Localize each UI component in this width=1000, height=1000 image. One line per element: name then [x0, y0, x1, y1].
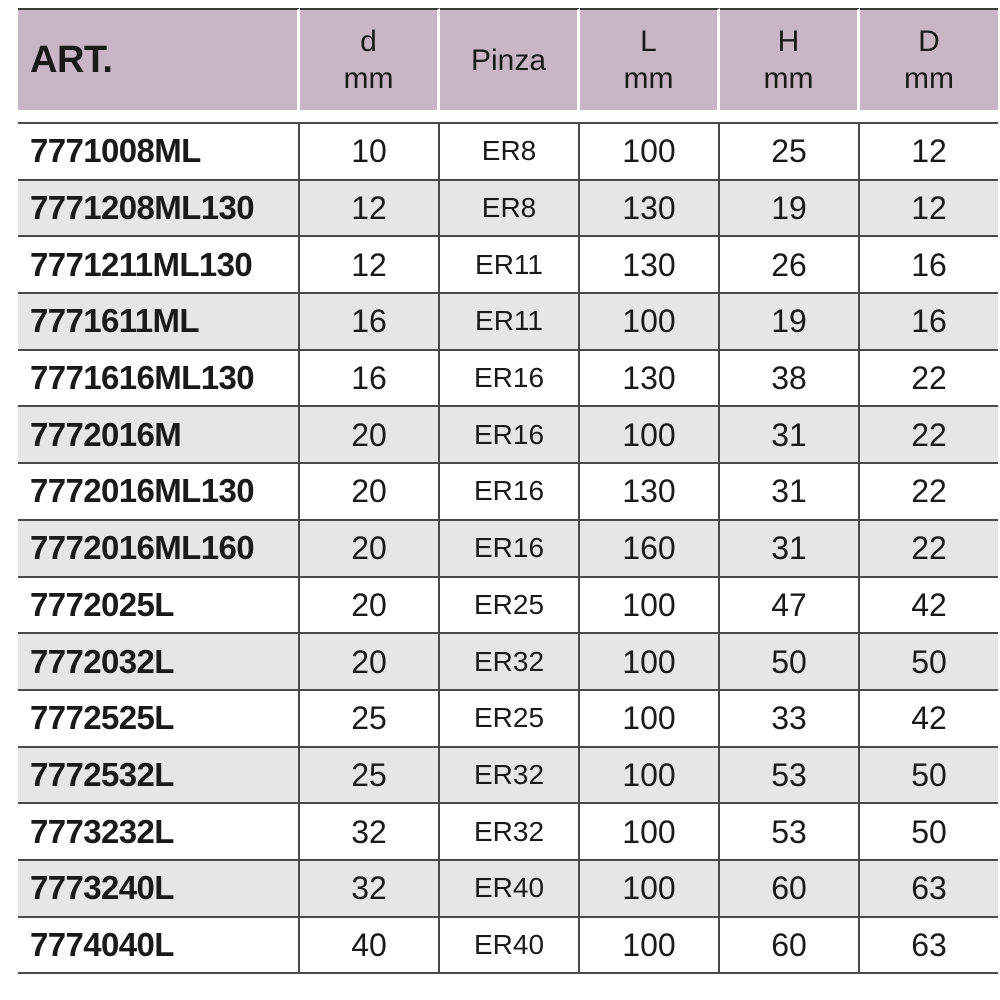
cell-pinza: ER16 [440, 521, 580, 578]
table-body [18, 124, 998, 974]
spacer-row [18, 110, 998, 124]
cell-art: 7774040L [18, 918, 300, 975]
cell-art: 7773240L [18, 861, 300, 918]
cell-d: 20 [300, 634, 440, 691]
cell-art: 7771211ML130 [18, 237, 300, 294]
cell-dd: 63 [860, 861, 998, 918]
cell-pinza: ER40 [440, 918, 580, 975]
cell-art: 7772016ML160 [18, 521, 300, 578]
cell-d: 20 [300, 407, 440, 464]
header-spacer [18, 110, 998, 124]
cell-d: 16 [300, 294, 440, 351]
cell-h: 60 [720, 918, 860, 975]
header-l-label: L [640, 25, 657, 58]
header-dd-label: D [918, 25, 940, 58]
header-art [18, 8, 300, 110]
cell-art: 7771611ML [18, 294, 300, 351]
cell-art: 7771616ML130 [18, 351, 300, 408]
table-row [18, 351, 998, 408]
cell-art: 7772016M [18, 407, 300, 464]
cell-h: 19 [720, 294, 860, 351]
cell-pinza: ER8 [440, 181, 580, 238]
cell-d: 40 [300, 918, 440, 975]
header-dd [860, 8, 998, 110]
cell-h: 19 [720, 181, 860, 238]
cell-art: 7772525L [18, 691, 300, 748]
cell-l: 130 [580, 464, 720, 521]
cell-dd: 22 [860, 407, 998, 464]
table-row [18, 918, 998, 975]
header-d-label: d [360, 25, 377, 58]
header-d [300, 8, 440, 110]
cell-d: 20 [300, 578, 440, 635]
table-row [18, 521, 998, 578]
cell-pinza: ER8 [440, 124, 580, 181]
cell-l: 100 [580, 691, 720, 748]
product-spec-table [18, 8, 998, 974]
table-row [18, 464, 998, 521]
header-l-unit: mm [623, 62, 674, 95]
header-pinza [440, 8, 580, 110]
cell-art: 7772016ML130 [18, 464, 300, 521]
cell-h: 53 [720, 748, 860, 805]
cell-art: 7772025L [18, 578, 300, 635]
cell-pinza: ER11 [440, 294, 580, 351]
cell-h: 31 [720, 464, 860, 521]
cell-h: 38 [720, 351, 860, 408]
table-row [18, 748, 998, 805]
table-row [18, 407, 998, 464]
cell-d: 25 [300, 748, 440, 805]
cell-art: 7773232L [18, 804, 300, 861]
cell-dd: 16 [860, 237, 998, 294]
cell-l: 100 [580, 294, 720, 351]
cell-dd: 42 [860, 691, 998, 748]
cell-l: 100 [580, 124, 720, 181]
cell-dd: 12 [860, 124, 998, 181]
cell-h: 25 [720, 124, 860, 181]
table-row [18, 181, 998, 238]
cell-dd: 12 [860, 181, 998, 238]
cell-pinza: ER16 [440, 464, 580, 521]
table-row [18, 804, 998, 861]
cell-h: 31 [720, 407, 860, 464]
cell-l: 160 [580, 521, 720, 578]
header-l [580, 8, 720, 110]
cell-pinza: ER32 [440, 804, 580, 861]
cell-d: 16 [300, 351, 440, 408]
cell-l: 130 [580, 181, 720, 238]
cell-l: 100 [580, 634, 720, 691]
cell-h: 47 [720, 578, 860, 635]
cell-pinza: ER40 [440, 861, 580, 918]
table-row [18, 861, 998, 918]
cell-d: 12 [300, 237, 440, 294]
spacer-cell [18, 110, 300, 124]
cell-dd: 50 [860, 748, 998, 805]
header-d-unit: mm [343, 62, 394, 95]
header-h-label: H [777, 25, 800, 58]
cell-d: 32 [300, 804, 440, 861]
cell-h: 31 [720, 521, 860, 578]
cell-d: 25 [300, 691, 440, 748]
table-row [18, 237, 998, 294]
cell-l: 100 [580, 861, 720, 918]
cell-d: 32 [300, 861, 440, 918]
cell-d: 12 [300, 181, 440, 238]
cell-pinza: ER25 [440, 691, 580, 748]
cell-dd: 16 [860, 294, 998, 351]
table-row [18, 578, 998, 635]
cell-dd: 50 [860, 804, 998, 861]
cell-l: 100 [580, 748, 720, 805]
cell-pinza: ER25 [440, 578, 580, 635]
cell-dd: 42 [860, 578, 998, 635]
cell-pinza: ER32 [440, 748, 580, 805]
cell-h: 60 [720, 861, 860, 918]
cell-l: 100 [580, 804, 720, 861]
cell-l: 100 [580, 918, 720, 975]
table-row [18, 634, 998, 691]
cell-dd: 50 [860, 634, 998, 691]
table-header [18, 8, 998, 110]
cell-l: 100 [580, 407, 720, 464]
header-art-label: ART. [30, 38, 113, 81]
cell-h: 26 [720, 237, 860, 294]
cell-dd: 22 [860, 464, 998, 521]
cell-dd: 22 [860, 521, 998, 578]
spacer-cell [580, 110, 720, 124]
cell-pinza: ER11 [440, 237, 580, 294]
cell-l: 130 [580, 351, 720, 408]
cell-dd: 63 [860, 918, 998, 975]
cell-pinza: ER16 [440, 407, 580, 464]
header-h-unit: mm [763, 62, 814, 95]
cell-d: 20 [300, 464, 440, 521]
cell-art: 7772032L [18, 634, 300, 691]
spacer-cell [440, 110, 580, 124]
spacer-cell [300, 110, 440, 124]
cell-h: 33 [720, 691, 860, 748]
header-h [720, 8, 860, 110]
cell-art: 7771208ML130 [18, 181, 300, 238]
table-row [18, 294, 998, 351]
cell-art: 7772532L [18, 748, 300, 805]
table-row [18, 124, 998, 181]
cell-l: 130 [580, 237, 720, 294]
cell-art: 7771008ML [18, 124, 300, 181]
table-row [18, 691, 998, 748]
cell-pinza: ER16 [440, 351, 580, 408]
header-dd-unit: mm [904, 62, 954, 95]
cell-d: 20 [300, 521, 440, 578]
cell-l: 100 [580, 578, 720, 635]
cell-d: 10 [300, 124, 440, 181]
cell-dd: 22 [860, 351, 998, 408]
header-pinza-label: Pinza [470, 43, 547, 77]
spacer-cell [720, 110, 860, 124]
cell-h: 53 [720, 804, 860, 861]
cell-pinza: ER32 [440, 634, 580, 691]
cell-h: 50 [720, 634, 860, 691]
spacer-cell [860, 110, 998, 124]
header-row [18, 8, 998, 110]
